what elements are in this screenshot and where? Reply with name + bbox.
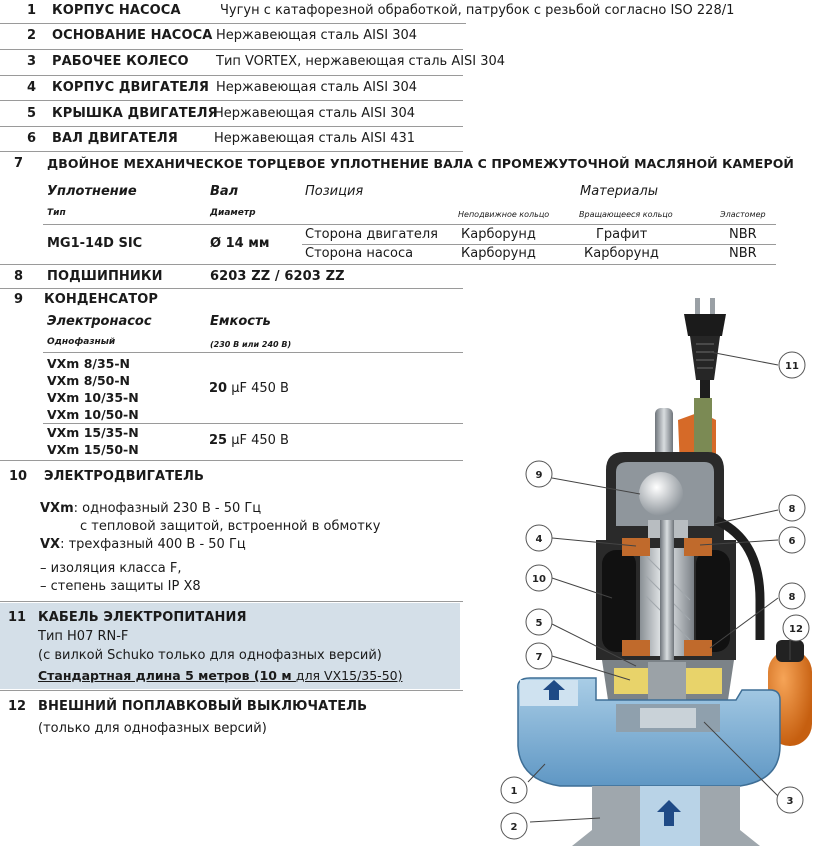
callout-6	[779, 527, 805, 553]
pump-col-header: Электронасос	[47, 314, 152, 329]
model-name: VXm 10/35-N	[47, 390, 139, 405]
row-divider	[0, 264, 776, 265]
row-title: КРЫШКА ДВИГАТЕЛЯ	[52, 106, 218, 121]
model-name: VXm 15/50-N	[47, 442, 139, 457]
winding-head	[622, 538, 650, 556]
row-description: Чугун с катафорезной обработкой, патрубок с резьбой согласно ISO 228/1	[220, 3, 735, 18]
row-title: КОРПУС НАСОСА	[52, 3, 181, 18]
callout-12	[783, 615, 809, 641]
svg-text:6: 6	[788, 536, 796, 547]
row-description: Тип VORTEX, нержавеющая сталь AISI 304	[216, 54, 506, 69]
shaft-diameter-value: Ø 14 мм	[210, 236, 270, 251]
seal-col-header: Уплотнение	[47, 184, 137, 199]
row-number: 4	[27, 80, 37, 95]
winding-head	[684, 640, 712, 656]
svg-text:8: 8	[788, 592, 796, 603]
callout-3	[777, 787, 803, 813]
row-title: ОСНОВАНИЕ НАСОСА	[52, 28, 213, 43]
callout-8-upper	[779, 495, 805, 521]
capacitance-number: 25	[209, 433, 228, 448]
capacitor-models-group-1	[47, 355, 139, 423]
vxm-text: : однофазный 230 В - 50 Гц	[73, 501, 262, 516]
row-divider	[0, 601, 463, 602]
seal-position-pump: Сторона насоса	[305, 246, 414, 261]
motor-bullet-insulation: – изоляция класса F,	[40, 561, 182, 576]
capacitance-unit: μF 450 В	[227, 381, 289, 396]
row-number: 3	[27, 54, 37, 69]
motor-vx-line	[40, 537, 246, 552]
shaft-col-header: Вал	[210, 184, 239, 199]
row-number: 12	[8, 699, 27, 714]
float-note: (только для однофазных версий)	[38, 721, 267, 736]
seal-rotating-pump: Карборунд	[584, 246, 659, 261]
seal-fixed-motor: Карборунд	[461, 227, 536, 242]
row-divider	[0, 75, 463, 76]
row-number: 6	[27, 131, 37, 146]
callout-2	[501, 813, 527, 839]
row-divider	[0, 126, 463, 127]
impeller-hub	[640, 708, 696, 728]
callout-1	[501, 777, 527, 803]
callout-5	[526, 609, 552, 635]
row-description: Нержавеющая сталь AISI 304	[214, 106, 416, 121]
svg-text:11: 11	[785, 361, 799, 372]
rotating-ring-subheader: Вращающееся кольцо	[579, 210, 673, 219]
svg-text:3: 3	[786, 796, 794, 807]
winding-head	[684, 538, 712, 556]
svg-text:8: 8	[788, 504, 796, 515]
capacitor-value-group-1	[209, 381, 289, 396]
std-length-tail: для VX15/35-50)	[295, 668, 403, 683]
row-title: КОНДЕНСАТОР	[44, 292, 159, 307]
callout-10	[526, 565, 552, 591]
diameter-subheader: Диаметр	[210, 208, 256, 218]
capacitor-divider	[43, 352, 463, 353]
row-title: ДВОЙНОЕ МЕХАНИЧЕСКОЕ ТОРЦЕВОЕ УПЛОТНЕНИЕ ВАЛА С ПРОМЕЖУТОЧНОЙ МАСЛЯНОЙ КАМЕРОЙ	[47, 156, 794, 171]
motor-vxm-line	[40, 501, 261, 516]
seal-fixed-pump: Карборунд	[461, 246, 536, 261]
stator-winding-left	[602, 550, 636, 652]
row-number: 8	[14, 269, 24, 284]
svg-text:12: 12	[789, 624, 803, 635]
row-description: Нержавеющая сталь AISI 304	[216, 28, 418, 43]
capacitance-unit: μF 450 В	[227, 433, 289, 448]
materials-col-header: Материалы	[580, 184, 658, 199]
row-divider	[0, 23, 466, 24]
model-name: VXm 10/50-N	[47, 407, 139, 422]
callout-9	[526, 461, 552, 487]
position-col-header: Позиция	[305, 184, 364, 199]
svg-text:4: 4	[535, 534, 543, 545]
seal-divider	[43, 224, 776, 225]
seal-position-motor: Сторона двигателя	[305, 227, 439, 242]
std-length-bold: Стандартная длина 5 метров	[38, 668, 250, 683]
svg-text:2: 2	[510, 822, 518, 833]
cable-schuko-note: (с вилкой Schuko только для однофазных версий)	[38, 648, 382, 663]
capacitor-models-group-2	[47, 424, 139, 458]
svg-text:5: 5	[535, 618, 543, 629]
callout-4	[526, 525, 552, 551]
bearings-value: 6203 ZZ / 6203 ZZ	[210, 269, 345, 284]
mechanical-seal	[648, 662, 686, 702]
capacitor-ball	[639, 472, 683, 516]
row-title: ЭЛЕКТРОДВИГАТЕЛЬ	[44, 469, 205, 484]
row-title: ВАЛ ДВИГАТЕЛЯ	[52, 131, 178, 146]
row-description: Нержавеющая сталь AISI 431	[214, 131, 416, 146]
seal-rotating-motor: Графит	[596, 227, 648, 242]
svg-text:7: 7	[535, 652, 543, 663]
row-number: 5	[27, 106, 37, 121]
schuko-plug	[684, 298, 726, 380]
row-number: 7	[14, 156, 24, 171]
callout-7	[526, 643, 552, 669]
row-divider	[0, 100, 463, 101]
winding-head	[622, 640, 650, 656]
row-number: 11	[8, 610, 27, 625]
callout-8-lower	[779, 583, 805, 609]
voltage-subheader: (230 В или 240 В)	[210, 340, 292, 349]
pump-cutaway-diagram	[490, 290, 830, 854]
row-divider	[0, 460, 463, 461]
seal-elastomer-pump: NBR	[729, 246, 757, 261]
elastomer-subheader: Эластомер	[720, 210, 766, 219]
row-title: ПОДШИПНИКИ	[47, 269, 163, 284]
model-name: VXm 8/50-N	[47, 373, 130, 388]
seal-divider	[302, 244, 776, 245]
seal-elastomer-motor: NBR	[729, 227, 757, 242]
vx-label: VX	[40, 537, 61, 552]
model-name: VXm 15/35-N	[47, 425, 139, 440]
row-divider	[0, 151, 463, 152]
svg-text:10: 10	[532, 574, 546, 585]
svg-text:1: 1	[510, 786, 518, 797]
cable-standard-length	[38, 668, 402, 683]
row-number: 10	[9, 469, 28, 484]
row-title: ВНЕШНИЙ ПОПЛАВКОВЫЙ ВЫКЛЮЧАТЕЛЬ	[38, 699, 368, 714]
single-phase-subheader: Однофазный	[47, 337, 116, 347]
motor-vxm-line-2: с тепловой защитой, встроенной в обмотку	[80, 519, 381, 534]
row-number: 2	[27, 28, 37, 43]
row-number: 9	[14, 292, 24, 307]
vxm-label: VXm	[40, 501, 74, 516]
vx-text: : трехфазный 400 В - 50 Гц	[60, 537, 246, 552]
row-description: Нержавеющая сталь AISI 304	[216, 80, 418, 95]
row-title: КАБЕЛЬ ЭЛЕКТРОПИТАНИЯ	[38, 610, 247, 625]
handle-post	[655, 408, 673, 458]
model-name: VXm 8/35-N	[47, 356, 130, 371]
type-subheader: Тип	[47, 208, 66, 218]
row-divider	[0, 690, 463, 691]
row-number: 1	[27, 3, 37, 18]
row-title: РАБОЧЕЕ КОЛЕСО	[52, 54, 189, 69]
capacitance-number: 20	[209, 381, 228, 396]
cable-entry	[694, 398, 712, 460]
row-title: КОРПУС ДВИГАТЕЛЯ	[52, 80, 210, 95]
cable-type: Тип H07 RN-F	[38, 629, 129, 644]
seal-type-value: MG1-14D SIC	[47, 236, 143, 251]
callout-11	[779, 352, 805, 378]
svg-text:9: 9	[535, 470, 543, 481]
row-divider	[0, 288, 463, 289]
std-length-alt: (10 м	[249, 668, 296, 683]
motor-bullet-protection: – степень защиты IP X8	[40, 579, 201, 594]
capacity-col-header: Емкость	[210, 314, 271, 329]
row-divider	[0, 49, 463, 50]
fixed-ring-subheader: Неподвижное кольцо	[458, 210, 550, 219]
capacitor-value-group-2	[209, 433, 289, 448]
